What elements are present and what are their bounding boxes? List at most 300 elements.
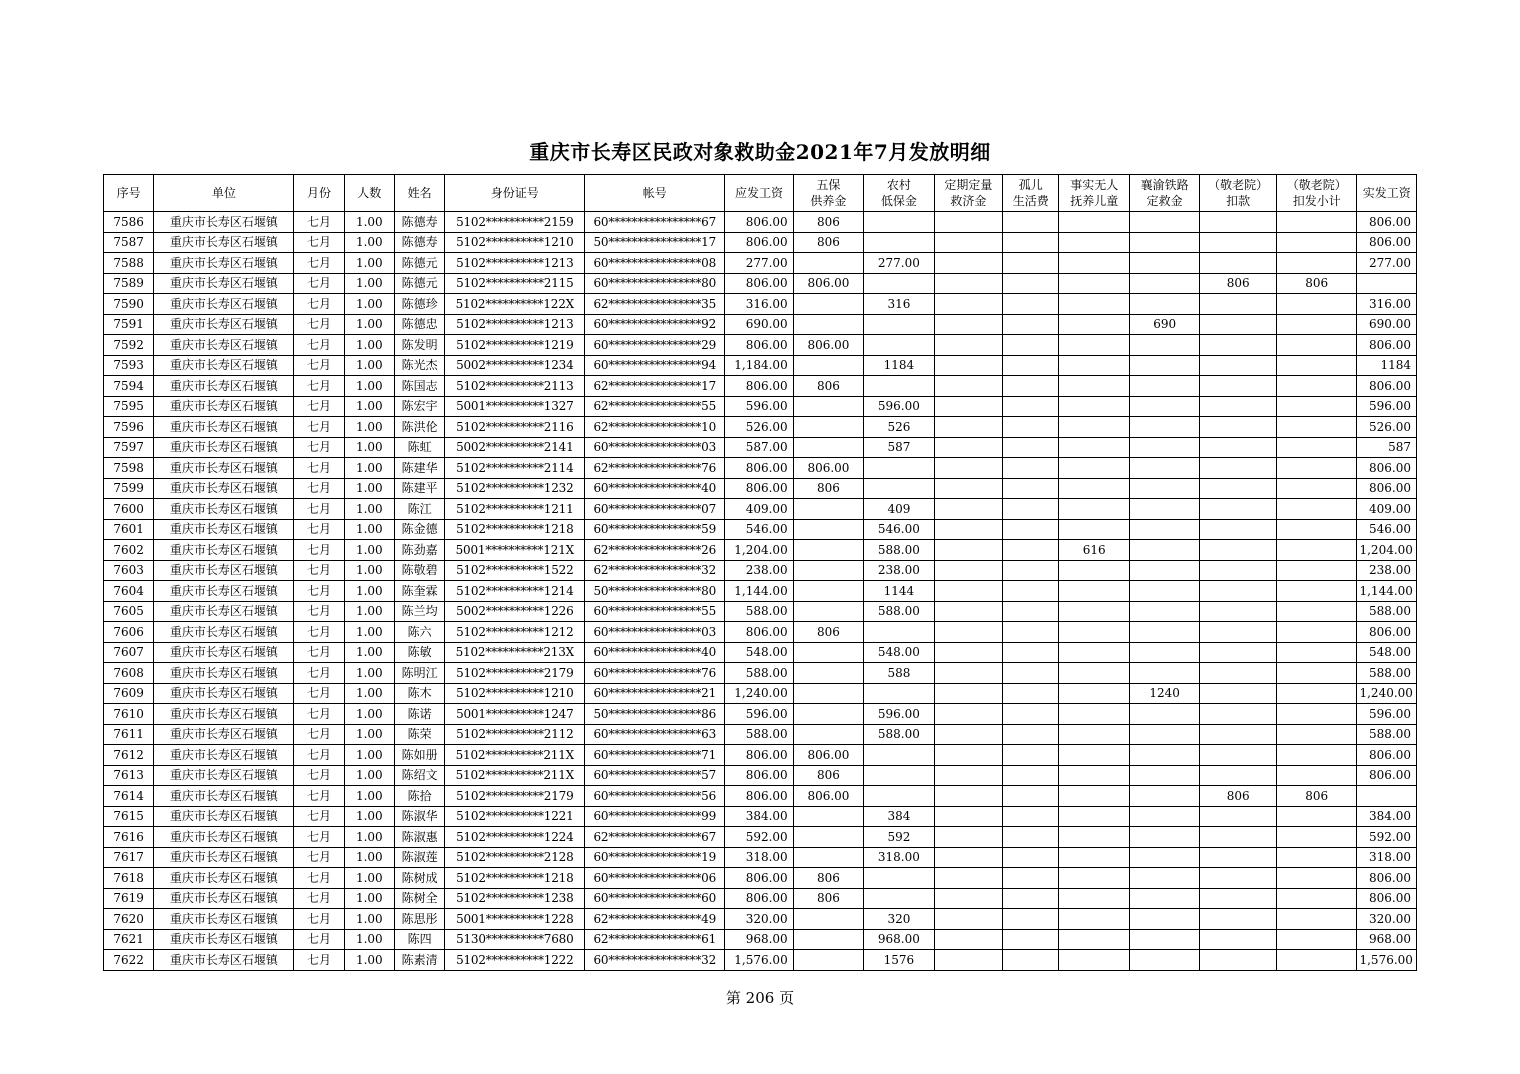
table-cell — [1200, 745, 1277, 766]
table-cell: 5102**********1214 — [445, 581, 585, 602]
table-cell: 238.00 — [1357, 560, 1417, 581]
table-cell — [1129, 458, 1199, 479]
table-cell: 806.00 — [1357, 376, 1417, 397]
table-cell — [1200, 437, 1277, 458]
table-cell — [1276, 601, 1357, 622]
table-cell: 1.00 — [344, 806, 394, 827]
table-row — [104, 806, 1417, 827]
table-cell — [934, 642, 1002, 663]
table-cell — [1200, 622, 1277, 643]
table-cell — [934, 396, 1002, 417]
table-cell — [1059, 724, 1129, 745]
table-cell — [934, 888, 1002, 909]
table-cell — [1003, 376, 1059, 397]
table-cell: 60****************59 — [585, 519, 725, 540]
table-cell: 重庆市长寿区石堰镇 — [154, 478, 294, 499]
table-cell — [1200, 355, 1277, 376]
table-cell: 7601 — [104, 519, 154, 540]
table-cell: 60****************55 — [585, 601, 725, 622]
table-row — [104, 663, 1417, 684]
table-cell — [934, 335, 1002, 356]
table-cell: 七月 — [294, 847, 344, 868]
table-cell — [1059, 355, 1129, 376]
table-cell — [1003, 314, 1059, 335]
table-row — [104, 437, 1417, 458]
table-cell: 1,144.00 — [1357, 581, 1417, 602]
table-cell: 重庆市长寿区石堰镇 — [154, 417, 294, 438]
table-cell — [1200, 888, 1277, 909]
table-cell: 5130**********7680 — [445, 929, 585, 950]
table-cell: 806.00 — [725, 888, 793, 909]
table-cell — [793, 253, 863, 274]
table-cell — [1059, 519, 1129, 540]
table-cell — [1200, 396, 1277, 417]
table-cell — [1200, 581, 1277, 602]
table-row — [104, 642, 1417, 663]
table-cell: 409 — [864, 499, 934, 520]
table-cell — [864, 622, 934, 643]
table-cell: 320.00 — [725, 909, 793, 930]
table-cell: 七月 — [294, 417, 344, 438]
table-cell: 七月 — [294, 642, 344, 663]
table-cell — [1200, 704, 1277, 725]
table-cell: 7596 — [104, 417, 154, 438]
table-cell: 7610 — [104, 704, 154, 725]
table-cell: 60****************08 — [585, 253, 725, 274]
table-cell: 重庆市长寿区石堰镇 — [154, 396, 294, 417]
column-header: 姓名 — [394, 175, 444, 212]
table-cell: 806 — [793, 232, 863, 253]
table-cell — [934, 273, 1002, 294]
page-title: 重庆市长寿区民政对象救助金2021年7月发放明细 — [529, 140, 991, 164]
table-cell — [1276, 663, 1357, 684]
column-header: 身份证号 — [445, 175, 585, 212]
table-cell: 592.00 — [1357, 827, 1417, 848]
table-cell — [793, 724, 863, 745]
table-cell: 60****************03 — [585, 437, 725, 458]
table-cell — [1129, 396, 1199, 417]
table-cell: 806 — [1276, 273, 1357, 294]
table-cell: 七月 — [294, 519, 344, 540]
relief-fund-table — [103, 174, 1417, 971]
table-cell — [1276, 950, 1357, 971]
table-cell: 七月 — [294, 232, 344, 253]
table-cell: 七月 — [294, 560, 344, 581]
table-cell: 陈淑华 — [394, 806, 444, 827]
table-cell: 5102**********2159 — [445, 212, 585, 233]
table-cell: 592 — [864, 827, 934, 848]
table-cell — [1200, 294, 1277, 315]
table-cell: 1576 — [864, 950, 934, 971]
table-cell — [1276, 745, 1357, 766]
table-cell — [1129, 417, 1199, 438]
table-cell — [1129, 335, 1199, 356]
table-cell: 5001**********1327 — [445, 396, 585, 417]
table-cell: 1,240.00 — [1357, 683, 1417, 704]
table-cell: 七月 — [294, 622, 344, 643]
table-cell — [1129, 704, 1199, 725]
table-cell — [864, 745, 934, 766]
table-cell: 7588 — [104, 253, 154, 274]
table-row — [104, 950, 1417, 971]
table-cell: 806.00 — [1357, 745, 1417, 766]
table-cell — [1357, 273, 1417, 294]
table-cell — [1276, 642, 1357, 663]
table-cell: 陈木 — [394, 683, 444, 704]
table-cell: 1.00 — [344, 253, 394, 274]
table-cell — [1129, 355, 1199, 376]
table-cell — [1276, 212, 1357, 233]
table-cell: 重庆市长寿区石堰镇 — [154, 253, 294, 274]
table-cell — [1129, 888, 1199, 909]
table-cell: 1.00 — [344, 335, 394, 356]
table-cell: 七月 — [294, 437, 344, 458]
table-cell: 重庆市长寿区石堰镇 — [154, 888, 294, 909]
table-cell: 316.00 — [1357, 294, 1417, 315]
table-cell: 806.00 — [793, 745, 863, 766]
table-cell — [1200, 847, 1277, 868]
table-cell — [793, 601, 863, 622]
table-row — [104, 704, 1417, 725]
table-cell: 5002**********1226 — [445, 601, 585, 622]
table-cell: 陈建平 — [394, 478, 444, 499]
table-cell — [864, 335, 934, 356]
table-cell: 1.00 — [344, 232, 394, 253]
table-cell: 806.00 — [1357, 622, 1417, 643]
table-cell — [1059, 888, 1129, 909]
table-cell — [1003, 909, 1059, 930]
table-cell: 806.00 — [1357, 765, 1417, 786]
table-cell — [1129, 499, 1199, 520]
table-cell — [793, 950, 863, 971]
table-cell: 1.00 — [344, 642, 394, 663]
table-cell — [1003, 888, 1059, 909]
table-cell — [1059, 232, 1129, 253]
table-cell: 七月 — [294, 335, 344, 356]
table-cell — [864, 458, 934, 479]
table-cell: 616 — [1059, 540, 1129, 561]
table-cell: 1.00 — [344, 704, 394, 725]
table-row — [104, 417, 1417, 438]
table-cell: 重庆市长寿区石堰镇 — [154, 601, 294, 622]
table-cell: 7612 — [104, 745, 154, 766]
table-cell — [1129, 273, 1199, 294]
table-cell: 7589 — [104, 273, 154, 294]
table-cell: 62****************10 — [585, 417, 725, 438]
table-cell — [1003, 929, 1059, 950]
column-header: 农村 低保金 — [864, 175, 934, 212]
table-cell: 596.00 — [725, 396, 793, 417]
table-cell: 1240 — [1129, 683, 1199, 704]
table-cell: 806.00 — [1357, 888, 1417, 909]
table-cell — [1003, 745, 1059, 766]
table-cell — [1059, 622, 1129, 643]
table-cell — [793, 499, 863, 520]
table-row — [104, 396, 1417, 417]
table-cell: 七月 — [294, 704, 344, 725]
table-cell: 5102**********211X — [445, 745, 585, 766]
table-cell — [1059, 437, 1129, 458]
table-cell: 7617 — [104, 847, 154, 868]
table-cell: 60****************21 — [585, 683, 725, 704]
table-cell: 5001**********1247 — [445, 704, 585, 725]
table-cell: 588.00 — [864, 540, 934, 561]
table-cell: 七月 — [294, 478, 344, 499]
table-cell: 968.00 — [864, 929, 934, 950]
table-row — [104, 601, 1417, 622]
table-cell: 7599 — [104, 478, 154, 499]
table-cell: 1,184.00 — [725, 355, 793, 376]
table-cell — [934, 355, 1002, 376]
table-cell: 陈虹 — [394, 437, 444, 458]
table-cell: 七月 — [294, 294, 344, 315]
table-cell: 7620 — [104, 909, 154, 930]
table-cell: 陈建华 — [394, 458, 444, 479]
table-row — [104, 560, 1417, 581]
table-cell: 七月 — [294, 376, 344, 397]
table-cell: 7604 — [104, 581, 154, 602]
table-cell: 320.00 — [1357, 909, 1417, 930]
table-cell — [1200, 232, 1277, 253]
table-cell: 548.00 — [864, 642, 934, 663]
table-cell: 690.00 — [725, 314, 793, 335]
table-cell: 7587 — [104, 232, 154, 253]
table-cell — [1003, 417, 1059, 438]
column-header: 单位 — [154, 175, 294, 212]
table-cell: 806.00 — [725, 622, 793, 643]
table-cell — [793, 663, 863, 684]
table-cell: 587 — [864, 437, 934, 458]
table-cell: 526.00 — [725, 417, 793, 438]
table-cell: 62****************32 — [585, 560, 725, 581]
table-cell — [1059, 212, 1129, 233]
table-cell: 7590 — [104, 294, 154, 315]
column-header: 实发工资 — [1357, 175, 1417, 212]
table-cell: 806 — [793, 622, 863, 643]
table-cell: 596.00 — [864, 704, 934, 725]
table-row — [104, 376, 1417, 397]
table-cell: 7593 — [104, 355, 154, 376]
table-cell: 1.00 — [344, 212, 394, 233]
table-cell: 陈宏宇 — [394, 396, 444, 417]
table-cell: 5102**********1224 — [445, 827, 585, 848]
table-cell: 1184 — [864, 355, 934, 376]
table-row — [104, 683, 1417, 704]
table-cell — [1129, 724, 1199, 745]
table-cell: 5102**********213X — [445, 642, 585, 663]
table-cell: 238.00 — [725, 560, 793, 581]
table-cell: 7592 — [104, 335, 154, 356]
table-cell — [864, 212, 934, 233]
table-cell — [1003, 396, 1059, 417]
table-cell: 7605 — [104, 601, 154, 622]
table-cell — [1276, 355, 1357, 376]
table-cell: 277.00 — [864, 253, 934, 274]
column-header: 事实无人 抚养儿童 — [1059, 175, 1129, 212]
table-cell — [1003, 458, 1059, 479]
table-cell — [1059, 253, 1129, 274]
table-cell: 陈德元 — [394, 273, 444, 294]
table-cell: 5102**********2179 — [445, 786, 585, 807]
table-cell: 690 — [1129, 314, 1199, 335]
table-cell: 7622 — [104, 950, 154, 971]
table-cell — [1276, 253, 1357, 274]
table-row — [104, 888, 1417, 909]
table-cell: 七月 — [294, 273, 344, 294]
table-row — [104, 909, 1417, 930]
table-row — [104, 868, 1417, 889]
table-row — [104, 622, 1417, 643]
table-cell — [934, 376, 1002, 397]
table-cell — [1003, 622, 1059, 643]
table-cell — [934, 929, 1002, 950]
table-cell: 806 — [1276, 786, 1357, 807]
table-cell: 1.00 — [344, 376, 394, 397]
table-cell: 重庆市长寿区石堰镇 — [154, 683, 294, 704]
table-cell: 806.00 — [725, 868, 793, 889]
table-cell: 5102**********1218 — [445, 519, 585, 540]
table-cell: 5002**********2141 — [445, 437, 585, 458]
table-cell: 重庆市长寿区石堰镇 — [154, 232, 294, 253]
table-row — [104, 540, 1417, 561]
table-cell: 7607 — [104, 642, 154, 663]
table-cell — [1276, 683, 1357, 704]
table-cell — [934, 909, 1002, 930]
table-cell: 重庆市长寿区石堰镇 — [154, 827, 294, 848]
table-cell: 588.00 — [1357, 663, 1417, 684]
table-cell — [934, 601, 1002, 622]
table-cell: 806 — [793, 765, 863, 786]
table-cell — [864, 376, 934, 397]
table-cell: 1.00 — [344, 355, 394, 376]
table-cell: 806 — [1200, 786, 1277, 807]
table-row — [104, 847, 1417, 868]
table-cell — [864, 888, 934, 909]
table-row — [104, 458, 1417, 479]
table-cell: 重庆市长寿区石堰镇 — [154, 581, 294, 602]
table-cell: 806.00 — [1357, 478, 1417, 499]
table-cell: 7602 — [104, 540, 154, 561]
table-cell — [1129, 745, 1199, 766]
table-cell — [1276, 909, 1357, 930]
table-cell: 5102**********1222 — [445, 950, 585, 971]
table-cell: 重庆市长寿区石堰镇 — [154, 806, 294, 827]
table-cell: 60****************40 — [585, 478, 725, 499]
table-cell — [1200, 335, 1277, 356]
table-cell: 60****************32 — [585, 950, 725, 971]
table-cell — [1059, 335, 1129, 356]
table-cell: 七月 — [294, 827, 344, 848]
table-cell: 588 — [864, 663, 934, 684]
table-cell: 7597 — [104, 437, 154, 458]
table-cell — [793, 560, 863, 581]
table-cell: 陈诺 — [394, 704, 444, 725]
table-cell: 60****************19 — [585, 847, 725, 868]
table-cell: 5102**********122X — [445, 294, 585, 315]
table-cell: 重庆市长寿区石堰镇 — [154, 560, 294, 581]
table-cell — [1003, 437, 1059, 458]
table-cell: 1.00 — [344, 314, 394, 335]
table-cell: 7586 — [104, 212, 154, 233]
table-cell: 60****************40 — [585, 642, 725, 663]
table-cell: 318.00 — [1357, 847, 1417, 868]
table-cell — [1003, 294, 1059, 315]
table-cell — [1276, 437, 1357, 458]
table-cell: 7621 — [104, 929, 154, 950]
table-cell: 592.00 — [725, 827, 793, 848]
table-row — [104, 273, 1417, 294]
table-cell — [1357, 786, 1417, 807]
column-header: 应发工资 — [725, 175, 793, 212]
table-cell: 1.00 — [344, 478, 394, 499]
table-cell — [1059, 929, 1129, 950]
table-cell: 7618 — [104, 868, 154, 889]
table-cell: 陈敬碧 — [394, 560, 444, 581]
table-cell: 806.00 — [725, 458, 793, 479]
table-cell — [1276, 847, 1357, 868]
table-cell: 陈四 — [394, 929, 444, 950]
table-cell — [934, 950, 1002, 971]
table-cell — [1200, 683, 1277, 704]
table-cell: 1.00 — [344, 724, 394, 745]
table-cell — [864, 868, 934, 889]
table-cell: 七月 — [294, 724, 344, 745]
table-cell — [1200, 212, 1277, 233]
table-cell — [1059, 909, 1129, 930]
table-cell — [1200, 540, 1277, 561]
table-cell — [793, 642, 863, 663]
table-cell: 316 — [864, 294, 934, 315]
table-cell — [1129, 642, 1199, 663]
table-cell — [1059, 478, 1129, 499]
table-cell — [1276, 622, 1357, 643]
table-cell: 七月 — [294, 929, 344, 950]
table-cell: 1,240.00 — [725, 683, 793, 704]
table-cell: 1.00 — [344, 786, 394, 807]
table-cell: 7609 — [104, 683, 154, 704]
table-cell — [934, 478, 1002, 499]
table-cell: 5102**********2114 — [445, 458, 585, 479]
table-cell: 陈发明 — [394, 335, 444, 356]
table-cell — [1003, 335, 1059, 356]
table-cell — [1129, 540, 1199, 561]
table-cell: 陈德寿 — [394, 232, 444, 253]
table-cell: 7606 — [104, 622, 154, 643]
table-cell — [1200, 458, 1277, 479]
table-cell — [864, 683, 934, 704]
table-cell — [1200, 601, 1277, 622]
table-cell: 7603 — [104, 560, 154, 581]
table-cell: 陈树成 — [394, 868, 444, 889]
table-cell: 5102**********1213 — [445, 314, 585, 335]
table-cell: 陈如册 — [394, 745, 444, 766]
table-cell — [1129, 478, 1199, 499]
table-cell: 806.00 — [725, 478, 793, 499]
table-cell: 七月 — [294, 581, 344, 602]
table-cell: 384.00 — [1357, 806, 1417, 827]
table-cell — [1200, 478, 1277, 499]
table-cell: 1.00 — [344, 622, 394, 643]
table-cell — [1059, 827, 1129, 848]
table-cell — [934, 724, 1002, 745]
table-cell: 重庆市长寿区石堰镇 — [154, 376, 294, 397]
table-cell — [1276, 376, 1357, 397]
table-cell: 陈金德 — [394, 519, 444, 540]
table-cell: 陈明江 — [394, 663, 444, 684]
table-cell: 5102**********211X — [445, 765, 585, 786]
table-cell: 陈兰均 — [394, 601, 444, 622]
table-cell: 5102**********1238 — [445, 888, 585, 909]
